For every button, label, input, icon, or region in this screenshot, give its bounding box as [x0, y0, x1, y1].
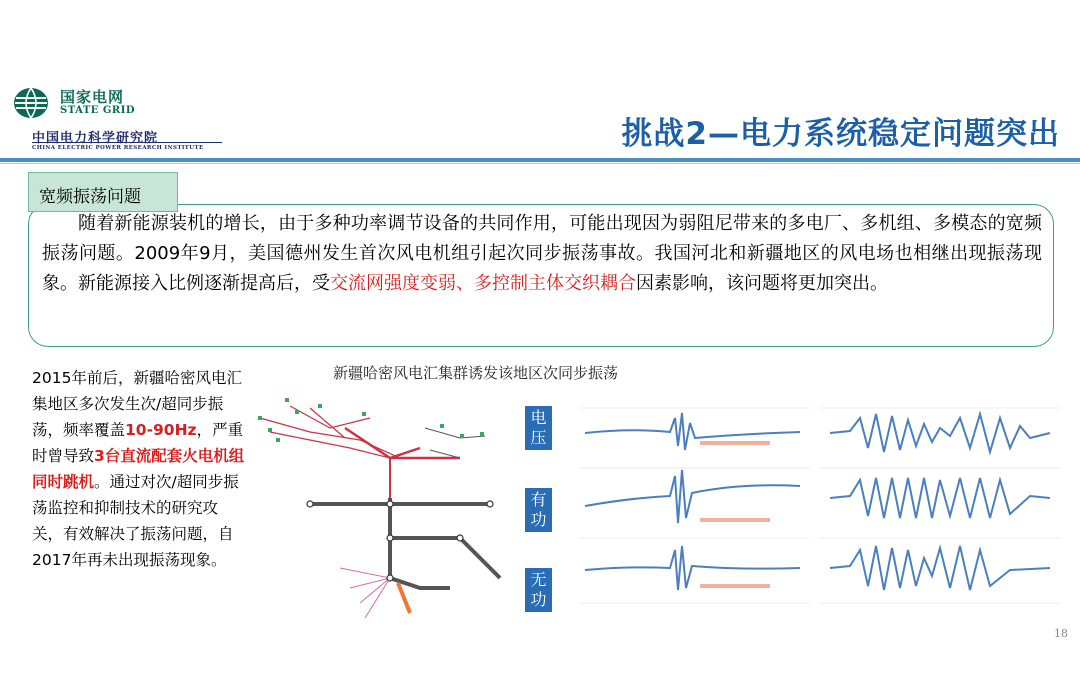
logo-institute-en: CHINA ELECTRIC POWER RESEARCH INSTITUTE	[32, 145, 204, 151]
para-text-1: 随着新能源装机的增长，由于多种功率调节设备的共同作用，可能出现因为弱阻尼带来的多电厂、多机组、多模态的宽频振荡问题。2009年9月，美国德州发生首次风电机组引起次同步振荡事故。我国河北和新疆地区的风电场也相继出现振荡现象。新能源接入比例逐渐提高后，受	[42, 213, 1042, 294]
para-separator: 、	[456, 273, 474, 294]
left-highlight-freq: 10-90Hz	[125, 421, 197, 439]
header-divider-thin	[0, 163, 1080, 164]
state-grid-logo	[10, 82, 225, 154]
para-highlight-2: 多控制主体交织耦合	[474, 273, 636, 294]
para-text-2: 因素影响，该问题将更加突出。	[636, 273, 888, 294]
left-description	[32, 365, 246, 573]
header-divider	[0, 158, 1080, 162]
logo-org-en: STATE GRID	[60, 105, 136, 116]
globe-icon	[12, 86, 50, 120]
reactive-power-label: 无功	[525, 568, 552, 612]
section-tag-label: 宽频振荡问题	[39, 187, 141, 207]
logo-institute-cn: 中国电力科学研究院	[32, 131, 159, 146]
left-text-2: ，严重时曾导致	[32, 421, 244, 465]
para-highlight-1: 交流网强度变弱	[330, 273, 456, 294]
voltage-label: 电压	[525, 406, 552, 450]
grid-network-map	[250, 388, 512, 626]
active-power-label: 有功	[525, 488, 552, 532]
section-paragraph	[42, 209, 1042, 299]
page-title: 挑战2—电力系统稳定问题突出	[621, 116, 1060, 152]
figure-title: 新疆哈密风电汇集群诱发该地区次同步振荡	[333, 364, 619, 382]
left-text-1: 2015年前后，新疆哈密风电汇集地区多次发生次/超同步振荡，频率覆盖	[32, 369, 242, 439]
section-tag	[28, 172, 178, 212]
logo-org-cn: 国家电网	[60, 88, 125, 106]
left-highlight-trip: 3台直流配套火电机组同时跳机	[32, 447, 245, 491]
oscillation-waveforms	[520, 398, 1065, 608]
left-text-3: 。通过对次/超同步振荡监控和抑制技术的研究攻关，有效解决了振荡问题，自2017年再未出现振荡现象。	[32, 473, 239, 569]
page-number: 18	[1054, 627, 1068, 640]
